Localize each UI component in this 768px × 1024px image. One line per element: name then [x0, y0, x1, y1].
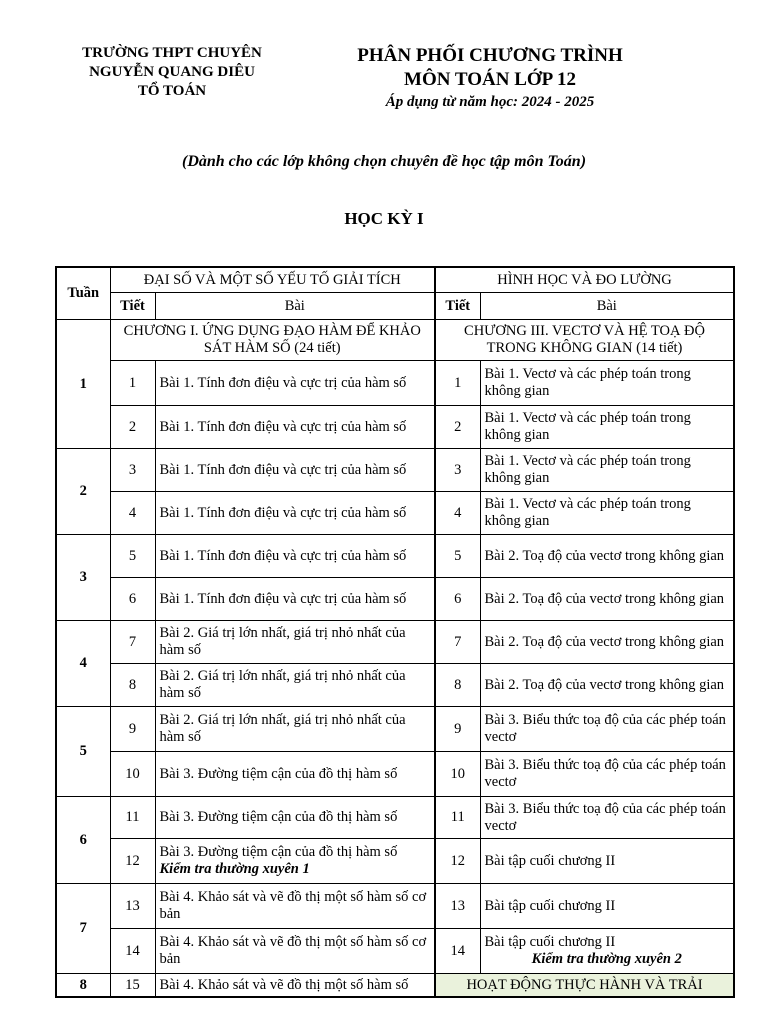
chapter-title-right: CHƯƠNG III. VECTƠ VÀ HỆ TOẠ ĐỘ TRONG KHÔNG GIAN (14 tiết) [435, 320, 734, 361]
header-lesson-left: Bài [155, 293, 435, 320]
lesson-right: Bài 2. Toạ độ của vectơ trong không gian [480, 535, 734, 578]
period-right: 10 [435, 752, 480, 797]
regular-test-label: Kiểm tra thường xuyên 1 [159, 861, 310, 877]
period-left: 15 [110, 974, 155, 998]
period-right: 2 [435, 406, 480, 449]
lesson-left: Bài 2. Giá trị lớn nhất, giá trị nhỏ nhất của hàm số [155, 707, 435, 752]
chapter-title-left: CHƯƠNG I. ỨNG DỤNG ĐẠO HÀM ĐỂ KHẢO SÁT HÀM SỐ (24 tiết) [110, 320, 435, 361]
table-row [56, 320, 734, 361]
period-left: 11 [110, 797, 155, 839]
period-left: 12 [110, 839, 155, 884]
lesson-text: Bài 3. Đường tiệm cận của đồ thị hàm số [159, 844, 398, 860]
department-name: TỔ TOÁN [137, 83, 207, 99]
lesson-right: Bài 2. Toạ độ của vectơ trong không gian [480, 664, 734, 707]
lesson-right: Bài 3. Biểu thức toạ độ của các phép toán vectơ [480, 752, 734, 797]
lesson-right: Bài 1. Vectơ và các phép toán trong không gian [480, 406, 734, 449]
lesson-right: Bài tập cuối chương II [480, 884, 734, 929]
table-row [56, 492, 734, 535]
lesson-left: Bài 1. Tính đơn điệu và cực trị của hàm số [155, 361, 435, 406]
lesson-left [155, 839, 435, 884]
table-row [56, 406, 734, 449]
period-right: 9 [435, 707, 480, 752]
header-period-right: Tiết [435, 293, 480, 320]
lesson-right: Bài 2. Toạ độ của vectơ trong không gian [480, 578, 734, 621]
school-header [52, 44, 292, 101]
document-title [350, 44, 630, 113]
table-row [56, 797, 734, 839]
table-header-row [56, 267, 734, 293]
week-cell: 8 [56, 974, 110, 998]
school-year-line: Áp dụng từ năm học: 2024 - 2025 [385, 94, 595, 110]
lesson-left: Bài 1. Tính đơn điệu và cực trị của hàm số [155, 449, 435, 492]
lesson-right: Bài 2. Toạ độ của vectơ trong không gian [480, 621, 734, 664]
period-right: 3 [435, 449, 480, 492]
curriculum-table [55, 266, 735, 998]
lesson-left: Bài 1. Tính đơn điệu và cực trị của hàm số [155, 578, 435, 621]
period-left: 9 [110, 707, 155, 752]
header-algebra: ĐẠI SỐ VÀ MỘT SỐ YẾU TỐ GIẢI TÍCH [110, 267, 435, 293]
semester-heading: HỌC KỲ I [344, 209, 424, 228]
period-left: 13 [110, 884, 155, 929]
lesson-right: Bài 3. Biểu thức toạ độ của các phép toán vectơ [480, 797, 734, 839]
table-row [56, 974, 734, 998]
week-cell: 3 [56, 535, 110, 621]
header-period-left: Tiết [110, 293, 155, 320]
table-row [56, 707, 734, 752]
header-lesson-right: Bài [480, 293, 734, 320]
lesson-right: Bài tập cuối chương II [480, 839, 734, 884]
lesson-left: Bài 1. Tính đơn điệu và cực trị của hàm số [155, 492, 435, 535]
lesson-right: Bài 1. Vectơ và các phép toán trong không gian [480, 492, 734, 535]
lesson-right [480, 929, 734, 974]
table-row [56, 578, 734, 621]
period-right: 14 [435, 929, 480, 974]
period-right: 1 [435, 361, 480, 406]
period-left: 10 [110, 752, 155, 797]
title-line2: MÔN TOÁN LỚP 12 [404, 69, 576, 90]
lesson-left: Bài 2. Giá trị lớn nhất, giá trị nhỏ nhất của hàm số [155, 621, 435, 664]
school-name-line1: TRƯỜNG THPT CHUYÊN [82, 45, 262, 61]
period-right: 11 [435, 797, 480, 839]
period-left: 4 [110, 492, 155, 535]
title-line1: PHÂN PHỐI CHƯƠNG TRÌNH [357, 45, 623, 66]
period-left: 5 [110, 535, 155, 578]
period-left: 7 [110, 621, 155, 664]
period-right: 4 [435, 492, 480, 535]
period-left: 8 [110, 664, 155, 707]
table-row [56, 449, 734, 492]
table-row [56, 664, 734, 707]
period-right: 8 [435, 664, 480, 707]
regular-test-label: Kiểm tra thường xuyên 2 [531, 951, 682, 967]
lesson-left: Bài 2. Giá trị lớn nhất, giá trị nhỏ nhất của hàm số [155, 664, 435, 707]
table-row [56, 884, 734, 929]
table-subheader-row [56, 293, 734, 320]
lesson-left: Bài 3. Đường tiệm cận của đồ thị hàm số [155, 752, 435, 797]
period-left: 6 [110, 578, 155, 621]
week-cell: 2 [56, 449, 110, 535]
lesson-left: Bài 4. Khảo sát và vẽ đồ thị một số hàm số cơ bản [155, 929, 435, 974]
period-right: 7 [435, 621, 480, 664]
lesson-left: Bài 4. Khảo sát và vẽ đồ thị một số hàm số cơ bản [155, 884, 435, 929]
period-right: 6 [435, 578, 480, 621]
school-name-line2: NGUYỄN QUANG DIÊU [89, 64, 255, 80]
scope-note: (Dành cho các lớp không chọn chuyên đề học tập môn Toán) [181, 153, 587, 170]
lesson-left: Bài 1. Tính đơn điệu và cực trị của hàm số [155, 535, 435, 578]
table-row [56, 929, 734, 974]
period-right: 12 [435, 839, 480, 884]
period-left: 14 [110, 929, 155, 974]
period-right: 5 [435, 535, 480, 578]
header-week: Tuần [56, 267, 110, 320]
period-right: 13 [435, 884, 480, 929]
table-row [56, 621, 734, 664]
header-geometry: HÌNH HỌC VÀ ĐO LƯỜNG [435, 267, 734, 293]
period-left: 1 [110, 361, 155, 406]
table-row [56, 752, 734, 797]
lesson-right: Bài 1. Vectơ và các phép toán trong không gian [480, 361, 734, 406]
activity-cell: HOẠT ĐỘNG THỰC HÀNH VÀ TRẢI [435, 974, 734, 998]
week-cell: 7 [56, 884, 110, 974]
lesson-left: Bài 3. Đường tiệm cận của đồ thị hàm số [155, 797, 435, 839]
lesson-left: Bài 1. Tính đơn điệu và cực trị của hàm số [155, 406, 435, 449]
week-cell: 1 [56, 320, 110, 449]
week-cell: 4 [56, 621, 110, 707]
period-left: 3 [110, 449, 155, 492]
table-row [56, 535, 734, 578]
lesson-right: Bài 3. Biểu thức toạ độ của các phép toán vectơ [480, 707, 734, 752]
lesson-text: Bài tập cuối chương II [484, 934, 616, 950]
lesson-left: Bài 4. Khảo sát và vẽ đồ thị một số hàm số [155, 974, 435, 998]
lesson-right: Bài 1. Vectơ và các phép toán trong không gian [480, 449, 734, 492]
period-left: 2 [110, 406, 155, 449]
table-row [56, 839, 734, 884]
table-row [56, 361, 734, 406]
week-cell: 6 [56, 797, 110, 884]
week-cell: 5 [56, 707, 110, 797]
